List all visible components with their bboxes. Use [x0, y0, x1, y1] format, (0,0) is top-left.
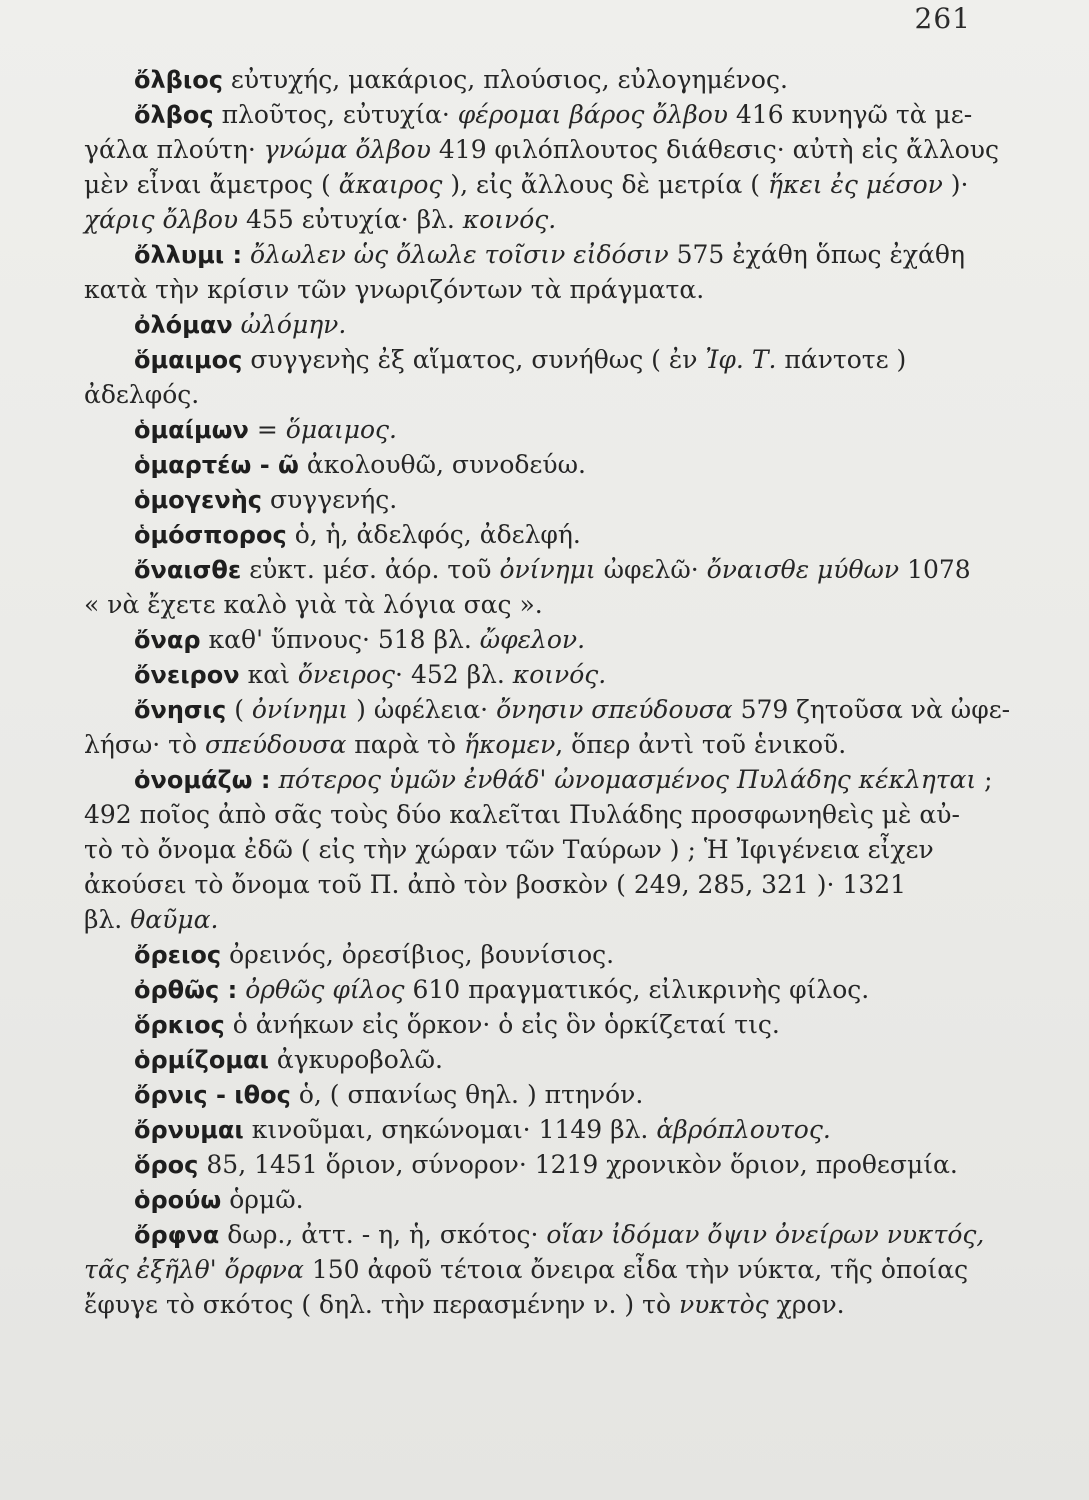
entry-definition-text: συγγενής.	[270, 485, 398, 514]
entry-citation-italic: ὀρθῶς φίλος	[245, 975, 405, 1004]
glossary-entry	[84, 412, 989, 447]
page-number: 261	[914, 2, 971, 35]
entry-citation-italic: θαῦμα.	[130, 905, 219, 934]
entry-definition-text: παρὰ τὸ	[346, 730, 464, 759]
glossary-entry	[84, 1147, 989, 1182]
entry-first-line	[84, 1147, 989, 1182]
entry-definition-text: 419 φιλόπλουτος διάθεσις· αὐτὴ εἰς ἄλλους	[430, 135, 999, 164]
entry-headword: ὄναρ	[134, 626, 201, 654]
entry-headword: ὄνησις	[134, 696, 227, 724]
entry-first-line	[84, 1217, 989, 1252]
entry-definition-text: ὁ, ἡ, ἀδελφός, ἀδελφή.	[294, 520, 581, 549]
entry-first-line	[84, 97, 989, 132]
glossary-entry	[84, 622, 989, 657]
entry-definition-text: 455 εὐτυχία· βλ.	[238, 205, 463, 234]
entry-headword: ὁμόσπορος	[134, 521, 287, 549]
glossary-entry	[84, 342, 989, 412]
glossary-entry	[84, 657, 989, 692]
entry-first-line	[84, 762, 993, 797]
entry-first-line	[84, 622, 989, 657]
entry-continuation-line	[84, 867, 989, 902]
entry-headword: ὄρφνα	[134, 1221, 220, 1249]
entry-citation-italic: ἁβρόπλουτος.	[656, 1115, 831, 1144]
entry-headword: ὄνειρον	[134, 661, 240, 689]
entry-citation-italic: ἥκει ἐς μέσον	[767, 170, 943, 199]
entry-definition-text: ὠφελῶ·	[595, 555, 707, 584]
glossary-entry	[84, 1112, 989, 1147]
entry-headword: ὅμαιμος	[134, 346, 243, 374]
entry-definition-text: , ὅπερ ἀντὶ τοῦ ἑνικοῦ.	[555, 730, 847, 759]
entry-citation-italic: ὄνειρος	[297, 660, 396, 689]
entry-citation-italic: ἥκομεν	[463, 730, 556, 759]
entry-first-line	[84, 62, 989, 97]
entry-definition-text: ) ὠφέλεια·	[348, 695, 497, 724]
entry-citation-italic: ὀνίνημι	[251, 695, 349, 724]
entry-definition-text: =	[256, 415, 286, 444]
entry-first-line	[84, 1007, 989, 1042]
entry-continuation-line	[84, 832, 989, 867]
entry-definition-text: 85, 1451 ὅριον, σύνορον· 1219 χρονικὸν ὅριον, προθεσμία.	[206, 1150, 958, 1179]
glossary-entry	[84, 1182, 989, 1217]
entry-definition-text: « νὰ ἔχετε καλὸ γιὰ τὰ λόγια σας ».	[84, 590, 543, 619]
entry-continuation-line	[84, 132, 999, 167]
entry-definition-text: )·	[942, 170, 969, 199]
entry-citation-italic: οἵαν ἰδόμαν ὄψιν ὀνείρων νυκτός,	[546, 1220, 985, 1249]
entry-definition-text: ἀδελφός.	[84, 380, 200, 409]
entry-definition-text: εὐκτ. μέσ. ἀόρ. τοῦ	[249, 555, 500, 584]
entry-citation-italic: γνώμα ὄλβου	[263, 135, 431, 164]
entry-definition-text: εὐτυχής, μακάριος, πλούσιος, εὐλογημένος.	[230, 65, 788, 94]
entry-definition-text: 1078	[899, 555, 971, 584]
entry-first-line	[84, 1042, 989, 1077]
entry-definition-text: χρον.	[768, 1290, 845, 1319]
entry-definition-text: ὀρεινός, ὀρεσίβιος, βουνίσιος.	[229, 940, 615, 969]
entry-citation-italic: νυκτὸς	[678, 1290, 769, 1319]
entry-headword: ὅρκιος	[134, 1011, 225, 1039]
entry-definition-text: 579 ζητοῦσα νὰ ὠφε-	[732, 695, 1011, 724]
entry-definition-text: κατὰ τὴν κρίσιν τῶν γνωριζόντων τὰ πράγματα.	[84, 275, 705, 304]
glossary-entry	[84, 1217, 989, 1322]
entry-definition-text: γάλα πλούτη·	[84, 135, 264, 164]
entry-definition-text: ὁρμῶ.	[229, 1185, 304, 1214]
entry-citation-italic: ὤφελον.	[479, 625, 586, 654]
entry-headword: ὀνομάζω :	[134, 766, 271, 794]
entry-first-line	[84, 412, 989, 447]
entry-definition-text: ;	[976, 765, 993, 794]
glossary-entries	[84, 62, 1011, 1322]
entry-definition-text: τὸ τὸ ὄνομα ἐδῶ ( εἰς τὴν χώραν τῶν Ταύρων ) ; Ἡ Ἰφιγένεια εἶχεν	[84, 835, 934, 864]
entry-definition-text: (	[234, 695, 252, 724]
entry-citation-italic: κοινός.	[512, 660, 607, 689]
entry-definition-text: κινοῦμαι, σηκώνομαι· 1149 βλ.	[251, 1115, 657, 1144]
entry-citation-italic: φέρομαι βάρος ὄλβου	[457, 100, 728, 129]
entry-continuation-line	[84, 272, 989, 307]
entry-definition-text: · 452 βλ.	[395, 660, 513, 689]
entry-definition-text: 610 πραγματικός, εἰλικρινὴς φίλος.	[404, 975, 870, 1004]
entry-definition-text: λήσω· τὸ	[84, 730, 205, 759]
entry-first-line	[84, 517, 989, 552]
entry-citation-italic: τᾶς ἐξῆλθ' ὄρφνα	[84, 1255, 304, 1284]
entry-continuation-line	[84, 902, 989, 937]
entry-continuation-line	[84, 377, 989, 412]
entry-continuation-line	[84, 167, 989, 202]
glossary-entry	[84, 237, 989, 307]
entry-definition-text: πλοῦτος, εὐτυχία·	[221, 100, 458, 129]
entry-definition-text: 492 ποῖος ἀπὸ σᾶς τοὺς δύο καλεῖται Πυλάδης προσφωνηθεὶς μὲ αὐ-	[84, 800, 960, 829]
entry-first-line	[84, 237, 989, 272]
entry-citation-italic: πότερος ὑμῶν ἐνθάδ' ὠνομασμένος Πυλάδης κέκληται	[278, 765, 977, 794]
entry-headword: ὄρειος	[134, 941, 222, 969]
entry-definition-text: πάντοτε )	[776, 345, 907, 374]
entry-definition-text: δωρ., ἀττ. - η, ἡ, σκότος·	[227, 1220, 547, 1249]
entry-definition-text: συγγενὴς ἐξ αἵματος, συνήθως ( ἐν	[250, 345, 706, 374]
entry-citation-italic: ὄναισθε μύθων	[706, 555, 900, 584]
entry-definition-text: βλ.	[84, 905, 131, 934]
entry-citation-italic: ὅμαιμος.	[285, 415, 397, 444]
glossary-entry	[84, 307, 989, 342]
entry-citation-italic: ὠλόμην.	[240, 310, 347, 339]
entry-definition-text: μὲν εἶναι ἄμετρος (	[84, 170, 339, 199]
entry-definition-text: ἔφυγε τὸ σκότος ( δηλ. τὴν περασμένην ν. ) τὸ	[84, 1290, 679, 1319]
entry-citation-italic: χάρις ὄλβου	[84, 205, 239, 234]
entry-first-line	[84, 1077, 989, 1112]
entry-first-line	[84, 972, 989, 1007]
glossary-entry	[84, 692, 1011, 762]
entry-headword: ὁρμίζομαι	[134, 1046, 269, 1074]
entry-definition-text: ἀγκυροβολῶ.	[276, 1045, 443, 1074]
entry-definition-text: ), εἰς ἄλλους δὲ μετρία (	[442, 170, 768, 199]
entry-headword: ὅρος	[134, 1151, 199, 1179]
entry-headword: ὁμαρτέω - ῶ	[134, 451, 299, 479]
entry-continuation-line	[84, 1252, 989, 1287]
glossary-entry	[84, 972, 989, 1007]
glossary-entry	[84, 937, 989, 972]
entry-first-line	[84, 447, 989, 482]
entry-headword: ὄλλυμι :	[134, 241, 243, 269]
entry-first-line	[84, 937, 989, 972]
entry-headword: ὄλβος	[134, 101, 214, 129]
entry-definition-text: 416 κυνηγῶ τὰ με-	[727, 100, 973, 129]
glossary-entry	[84, 552, 989, 622]
glossary-entry	[84, 1007, 989, 1042]
entry-citation-italic: Ἰφ. Τ.	[705, 345, 777, 374]
entry-definition-text: 575 ἐχάθη ὅπως ἐχάθη	[668, 240, 965, 269]
entry-definition-text: καὶ	[247, 660, 298, 689]
entry-first-line	[84, 1112, 989, 1147]
entry-headword: ὄλβιος	[134, 66, 223, 94]
entry-definition-text: ἀκολουθῶ, συνοδεύω.	[306, 450, 586, 479]
entry-headword: ὄρνυμαι	[134, 1116, 244, 1144]
entry-citation-italic: κοινός.	[462, 205, 557, 234]
glossary-entry	[84, 1042, 989, 1077]
entry-first-line	[84, 482, 989, 517]
entry-definition-text: ὁ, ( σπανίως θηλ. ) πτηνόν.	[298, 1080, 644, 1109]
entry-continuation-line	[84, 727, 989, 762]
entry-definition-text: ὁ ἀνήκων εἰς ὅρκον· ὁ εἰς ὃν ὁρκίζεταί τις.	[232, 1010, 780, 1039]
glossary-entry	[84, 62, 989, 97]
entry-headword: ὄναισθε	[134, 556, 242, 584]
glossary-entry	[84, 447, 989, 482]
entry-first-line	[84, 552, 989, 587]
entry-headword: ὁρούω	[134, 1186, 222, 1214]
entry-citation-italic: ὄλωλεν ὡς ὄλωλε τοῖσιν εἰδόσιν	[250, 240, 669, 269]
entry-first-line	[84, 1182, 989, 1217]
entry-first-line	[84, 342, 989, 377]
entry-citation-italic: σπεύδουσα	[205, 730, 347, 759]
glossary-entry	[84, 482, 989, 517]
glossary-entry	[84, 1077, 989, 1112]
entry-headword: ὀλόμαν	[134, 311, 233, 339]
entry-first-line	[84, 657, 989, 692]
glossary-entry	[84, 517, 989, 552]
entry-headword: ὁμαίμων	[134, 416, 249, 444]
entry-headword: ὄρνις - ιθος	[134, 1081, 291, 1109]
glossary-entry	[84, 97, 999, 237]
entry-continuation-line	[84, 1287, 989, 1322]
entry-first-line	[84, 307, 989, 342]
entry-citation-italic: ὄνησιν σπεύδουσα	[496, 695, 733, 724]
entry-definition-text: ἀκούσει τὸ ὄνομα τοῦ Π. ἀπὸ τὸν βοσκὸν ( 249, 285, 321 )· 1321	[84, 870, 907, 899]
entry-continuation-line	[84, 587, 989, 622]
entry-headword: ὁμογενὴς	[134, 486, 263, 514]
entry-continuation-line	[84, 202, 989, 237]
entry-definition-text: καθ' ὕπνους· 518 βλ.	[208, 625, 480, 654]
entry-headword: ὀρθῶς :	[134, 976, 238, 1004]
entry-continuation-line	[84, 797, 989, 832]
entry-citation-italic: ἄκαιρος	[338, 170, 443, 199]
glossary-entry	[84, 762, 993, 937]
entry-definition-text: 150 ἀφοῦ τέτοια ὄνειρα εἶδα τὴν νύκτα, τῆς ὁποίας	[303, 1255, 969, 1284]
entry-first-line	[84, 692, 1011, 727]
entry-citation-italic: ὀνίνημι	[499, 555, 596, 584]
